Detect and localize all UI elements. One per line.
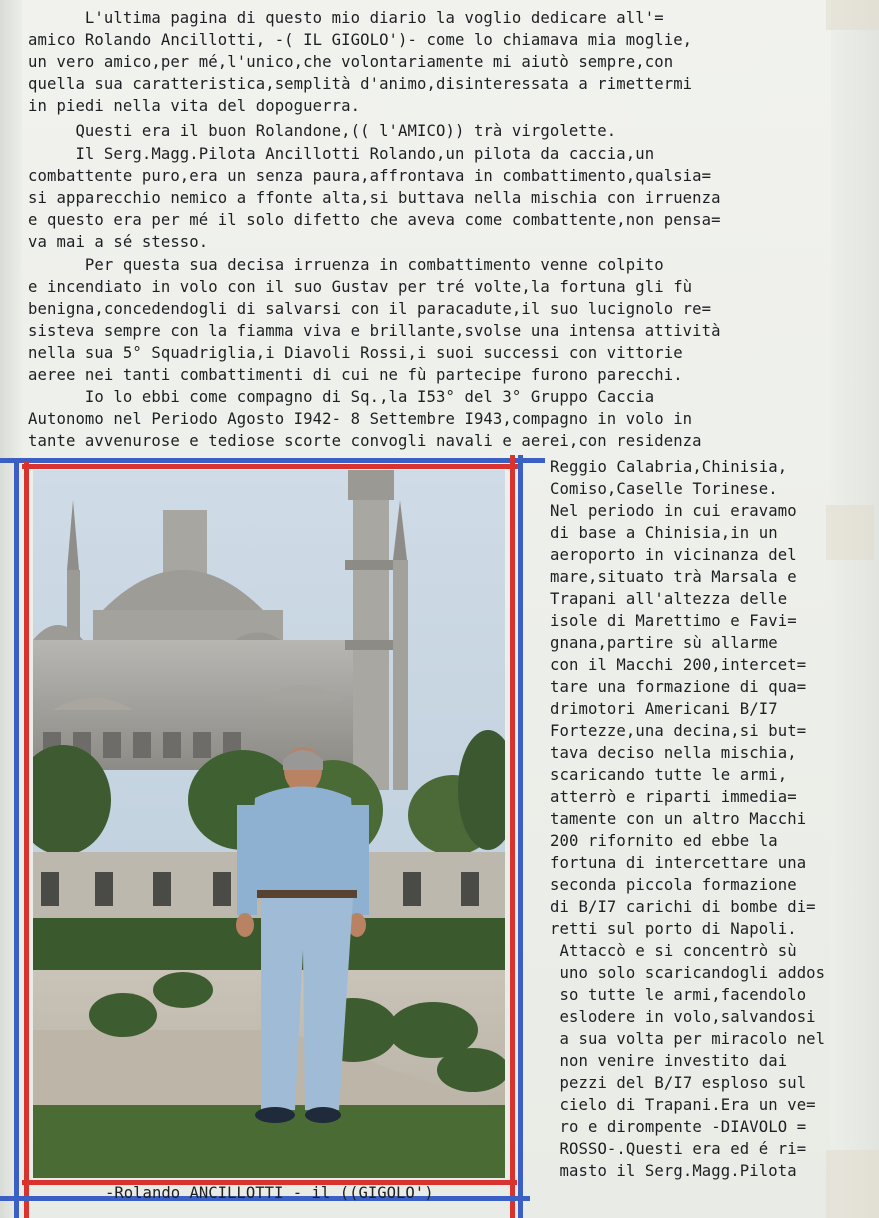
text-line: combattente puro,era un senza paura,affrontava in combattimento,qualsia=: [28, 167, 712, 185]
text-line: pezzi del B/I7 esploso sul: [550, 1074, 807, 1092]
text-line: tante avvenurose e tediose scorte convogli navali e aerei,con residenza: [28, 432, 702, 450]
text-line: Comiso,Caselle Torinese.: [550, 480, 778, 498]
text-line: cielo di Trapani.Era un ve=: [550, 1096, 816, 1114]
text-line: eslodere in volo,salvandosi: [550, 1008, 816, 1026]
text-line: isole di Marettimo e Favi=: [550, 612, 797, 630]
text-line: atterrò e riparti immedia=: [550, 788, 797, 806]
border-blue-right: [518, 455, 523, 1218]
text-line: Io lo ebbi come compagno di Sq.,la I53° del 3° Gruppo Caccia: [28, 388, 655, 406]
text-line: Trapani all'altezza delle: [550, 590, 788, 608]
text-line: Il Serg.Magg.Pilota Ancillotti Rolando,un pilota da caccia,un: [28, 145, 655, 163]
text-line: aeree nei tanti combattimenti di cui ne fù partecipe furono parecchi.: [28, 366, 683, 384]
text-line: Nel periodo in cui eravamo: [550, 502, 797, 520]
tape-strip-bottom: [826, 1150, 879, 1218]
text-line: tamente con un altro Macchi: [550, 810, 807, 828]
tape-strip-top: [826, 0, 879, 30]
border-blue-top: [0, 458, 545, 463]
text-line: 200 rifornito ed ebbe la: [550, 832, 778, 850]
border-red-top: [22, 464, 522, 469]
text-line: scaricando tutte le armi,: [550, 766, 788, 784]
photo-mosque-portrait: [33, 470, 505, 1178]
photo-caption: -Rolando ANCILLOTTI - il ((GIGOLO'): [105, 1184, 434, 1202]
text-line: con il Macchi 200,intercet=: [550, 656, 807, 674]
text-line: e incendiato in volo con il suo Gustav per tré volte,la fortuna gli fù: [28, 278, 693, 296]
text-line: gnana,partire sù allarme: [550, 634, 778, 652]
text-line: va mai a sé stesso.: [28, 233, 209, 251]
text-line: ro e dirompente -DIAVOLO =: [550, 1118, 807, 1136]
text-line: si apparecchio nemico a ffonte alta,si buttava nella mischia con irruenza: [28, 189, 721, 207]
text-line: L'ultima pagina di questo mio diario la voglio dedicare all'=: [28, 9, 664, 27]
text-line: retti sul porto di Napoli.: [550, 920, 797, 938]
text-line: quella sua caratteristica,semplità d'animo,disinteressata a rimettermi: [28, 75, 693, 93]
text-line: fortuna di intercettare una: [550, 854, 807, 872]
text-line: Per questa sua decisa irruenza in combattimento venne colpito: [28, 256, 664, 274]
text-line: seconda piccola formazione: [550, 876, 797, 894]
text-line: tava deciso nella mischia,: [550, 744, 797, 762]
text-line: tare una formazione di qua=: [550, 678, 807, 696]
text-line: Attaccò e si concentrò sù: [550, 942, 797, 960]
text-line: benigna,concedendogli di salvarsi con il paracadute,il suo lucignolo re=: [28, 300, 712, 318]
text-line: ROSSO-.Questi era ed é ri=: [550, 1140, 807, 1158]
paper-right-edge: [831, 0, 879, 1218]
text-line: so tutte le armi,facendolo: [550, 986, 807, 1004]
tape-strip-middle: [826, 505, 874, 560]
border-red-right: [510, 455, 515, 1218]
border-blue-left: [14, 458, 19, 1218]
text-line: di B/I7 carichi di bombe di=: [550, 898, 816, 916]
text-line: un vero amico,per mé,l'unico,che volontariamente mi aiutò sempre,con: [28, 53, 674, 71]
text-line: sisteva sempre con la fiamma viva e brillante,svolse una intensa attività: [28, 322, 721, 340]
text-line: e questo era per mé il solo difetto che aveva come combattente,non pensa=: [28, 211, 721, 229]
border-red-left: [24, 462, 29, 1218]
text-line: masto il Serg.Magg.Pilota: [550, 1162, 797, 1180]
text-line: Questi era il buon Rolandone,(( l'AMICO)) trà virgolette.: [28, 122, 617, 140]
text-line: aeroporto in vicinanza del: [550, 546, 797, 564]
text-line: non venire investito dai: [550, 1052, 788, 1070]
text-line: in piedi nella vita del dopoguerra.: [28, 97, 361, 115]
text-line: amico Rolando Ancillotti, -( IL GIGOLO')- come lo chiamava mia moglie,: [28, 31, 693, 49]
text-line: Reggio Calabria,Chinisia,: [550, 458, 788, 476]
text-line: nella sua 5° Squadriglia,i Diavoli Rossi,i suoi successi con vittorie: [28, 344, 683, 362]
text-line: Autonomo nel Periodo Agosto I942- 8 Settembre I943,compagno in volo in: [28, 410, 693, 428]
text-line: Fortezze,una decina,si but=: [550, 722, 807, 740]
text-line: di base a Chinisia,in un: [550, 524, 778, 542]
text-line: uno solo scaricandogli addos: [550, 964, 826, 982]
text-line: drimotori Americani B/I7: [550, 700, 778, 718]
text-line: a sua volta per miracolo nel: [550, 1030, 826, 1048]
text-line: mare,situato trà Marsala e: [550, 568, 797, 586]
